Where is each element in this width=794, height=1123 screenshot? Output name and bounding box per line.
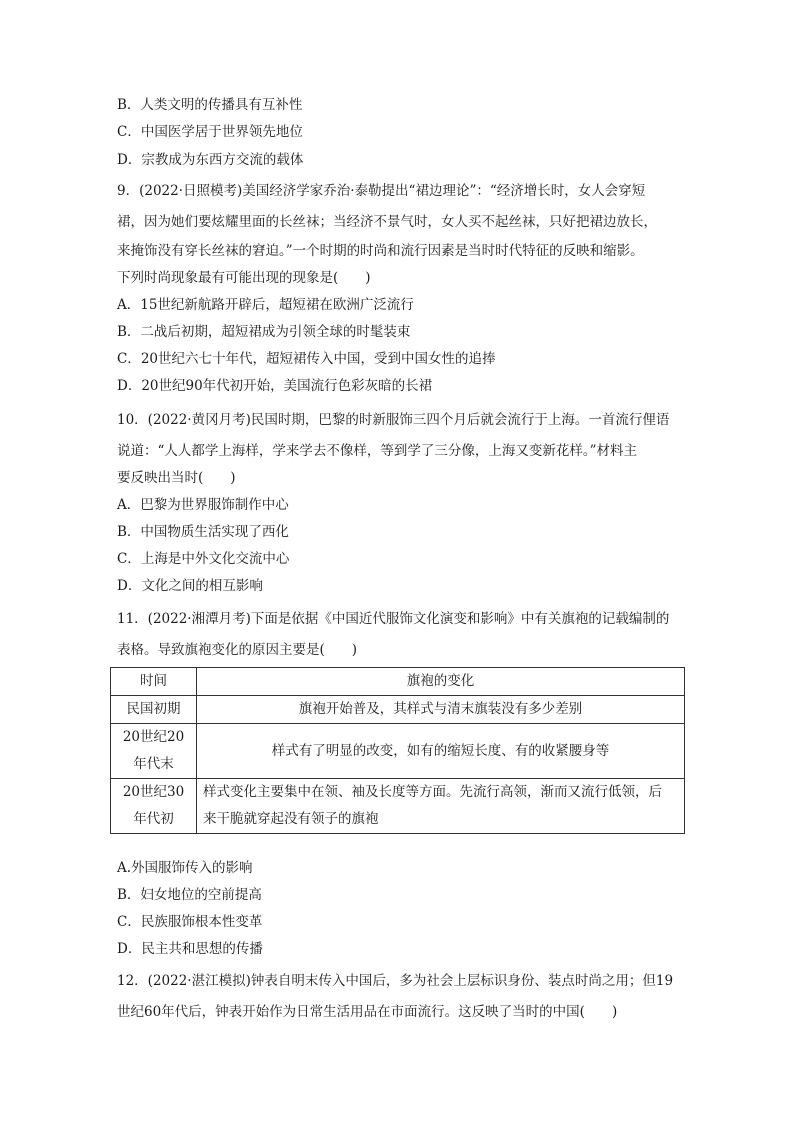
q12-stem-line-1: 12．(2022·湛江模拟)钟表自明末传入中国后，多为社会上层标识身份、装点时尚之用；但19 [117,973,674,989]
table-header-change: 旗袍的变化 [197,668,685,696]
table-cell-time-line: 20世纪20 [122,729,185,745]
table-row [111,724,685,779]
q12-stem-line-2: 世纪60年代后，钟表开始作为日常生活用品在市面流行。这反映了当时的中国( ) [117,1004,618,1020]
table-row [111,696,685,724]
q8-option-d: D．宗教成为东西方交流的载体 [117,152,304,168]
qipao-table [110,667,685,834]
table-cell-change-line: 来干脆就穿起没有领子的旗袍 [203,811,379,827]
q9-option-c: C．20世纪六七十年代，超短裙传入中国，受到中国女性的追捧 [117,351,496,367]
table-cell-change [197,779,685,834]
q9-stem-line-2: 裙，因为她们要炫耀里面的长丝袜；当经济不景气时，女人买不起丝袜，只好把裙边放长， [117,214,657,230]
q10-stem-line-3: 要反映出当时( ) [117,470,236,486]
table-cell-time: 民国初期 [111,696,197,724]
q11-stem-line-1: 11．(2022·湘潭月考)下面是依据《中国近代服饰文化演变和影响》中有关旗袍的记载编制的 [117,611,670,627]
q10-stem-line-1: 10．(2022·黄冈月考)民国时期，巴黎的时新服饰三四个月后就会流行于上海。一首流行俚语 [117,412,670,428]
q11-option-d: D．民主共和思想的传播 [117,941,263,957]
q9-option-d: D．20世纪90年代初开始，美国流行色彩灰暗的长裙 [117,378,433,394]
table-header-time: 时间 [111,668,197,696]
q10-option-a: A．巴黎为世界服饰制作中心 [117,497,289,513]
q10-option-d: D．文化之间的相互影响 [117,578,263,594]
q8-option-c: C．中国医学居于世界领先地位 [117,124,303,140]
table-cell-time [111,724,197,779]
q11-stem-line-2: 表格。导致旗袍变化的原因主要是( ) [117,642,358,658]
table-header-row [111,668,685,696]
q9-stem-line-4: 下列时尚现象最有可能出现的现象是( ) [117,270,371,286]
table-cell-change: 旗袍开始普及，其样式与清末旗装没有多少差别 [197,696,685,724]
table-cell-change: 样式有了明显的改变，如有的缩短长度、有的收紧腰身等 [197,724,685,779]
q9-option-b: B．二战后初期，超短裙成为引领全球的时髦装束 [117,324,411,340]
table-cell-time-line: 20世纪30 [122,784,185,800]
q10-option-b: B．中国物质生活实现了西化 [117,524,289,540]
q11-option-b: B．妇女地位的空前提高 [117,887,262,903]
table-cell-time-line: 年代初 [133,811,174,827]
q9-stem-line-1: 9．(2022·日照模考)美国经济学家乔治·泰勒提出“裙边理论”：“经济增长时，女人会穿短 [117,183,646,199]
table-cell-change-line: 样式变化主要集中在领、袖及长度等方面。先流行高领，渐而又流行低领，后 [203,784,662,800]
q9-stem-line-3: 来掩饰没有穿长丝袜的窘迫。”一个时期的时尚和流行因素是当时时代特征的反映和缩影。 [117,243,644,259]
q11-option-a: A.外国服饰传入的影响 [117,860,253,876]
table-row [111,779,685,834]
q10-stem-line-2: 说道：“人人都学上海样，学来学去不像样，等到学了三分像，上海又变新花样。”材料主 [117,443,638,459]
q10-option-c: C．上海是中外文化交流中心 [117,551,290,567]
table-cell-time [111,779,197,834]
q8-option-b: B．人类文明的传播具有互补性 [117,97,303,113]
q11-option-c: C．民族服饰根本性变革 [117,914,263,930]
q9-option-a: A．15世纪新航路开辟后，超短裙在欧洲广泛流行 [117,297,414,313]
table-cell-time-line: 年代末 [133,756,174,772]
